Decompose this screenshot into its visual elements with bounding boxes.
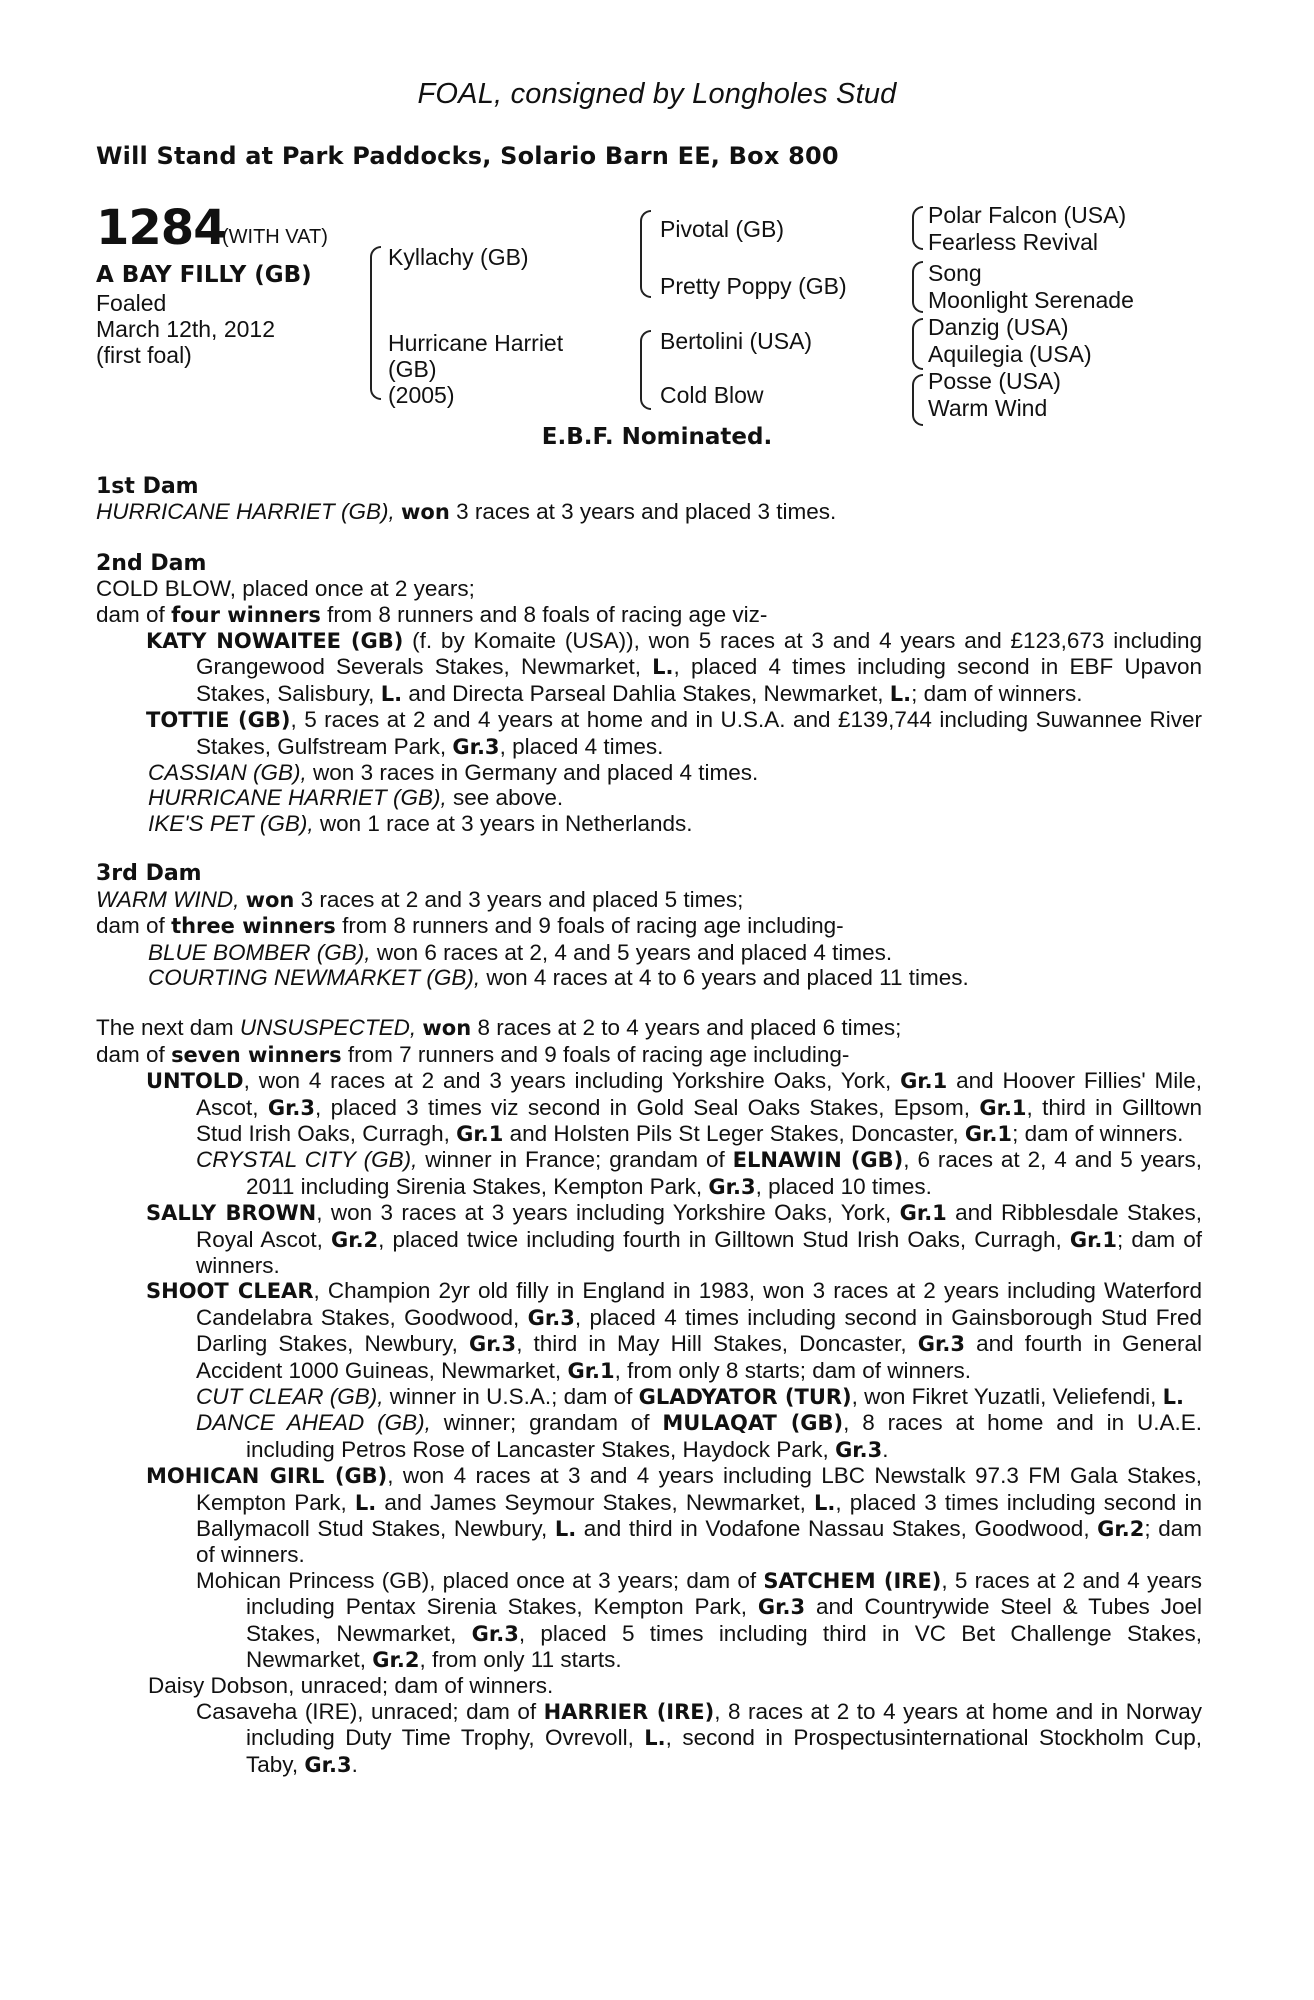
progeny-casaveha <box>96 1699 1202 1778</box>
horse-name: IKE'S PET (GB), <box>148 810 314 836</box>
pedigree-sire-dam: Pretty Poppy (GB) <box>660 273 847 299</box>
brace-g3-2 <box>912 261 923 313</box>
brace-g3-4 <box>912 374 923 426</box>
text-span: ; dam of winners. <box>1012 1120 1184 1146</box>
brace-dam-parents <box>640 330 651 410</box>
third-dam-line1 <box>96 887 1202 913</box>
pedigree-dam-line1: Hurricane Harriet <box>388 330 564 356</box>
text-span: , placed 5 times including third in VC Bet Challenge Stakes, Newmarket, <box>246 1620 1202 1673</box>
text-span: . <box>351 1751 358 1777</box>
pedigree-dam-line2: (GB) <box>388 356 437 382</box>
group-mark: Gr.1 <box>899 1201 947 1226</box>
horse-name: UNTOLD <box>146 1069 244 1094</box>
horse-name: SALLY BROWN <box>146 1201 317 1226</box>
won-label: won <box>245 887 295 912</box>
pedigree-dss: Danzig (USA) <box>928 314 1069 340</box>
listed-mark: L. <box>1162 1385 1185 1409</box>
pedigree-notes <box>96 474 1202 1778</box>
text-span: dam of <box>96 601 165 627</box>
listed-mark: L. <box>644 1726 666 1751</box>
text-span: and third in Vodafone Nassau Stakes, Goodwood, <box>583 1516 1090 1542</box>
horse-name: TOTTIE (GB) <box>146 708 291 733</box>
text-span: won 4 races at 4 to 6 years and placed 11 times. <box>486 964 969 990</box>
text-span: 8 races at 2 to 4 years and placed 6 times; <box>477 1015 902 1041</box>
brace-g3-1 <box>912 206 923 250</box>
text-span: ; dam of winners. <box>196 1516 1202 1568</box>
group-mark: Gr.2 <box>1097 1517 1145 1542</box>
progeny-blue-bomber <box>96 940 1202 965</box>
text-span: and Ribblesdale Stakes, Royal Ascot, <box>196 1200 1202 1252</box>
first-dam-text <box>96 499 1202 525</box>
first-dam-heading: 1st Dam <box>96 474 199 499</box>
listed-mark: L. <box>554 1517 577 1542</box>
lot-number: 1284 <box>96 200 226 256</box>
progeny-mohican-girl <box>96 1463 1202 1568</box>
second-dam-line2 <box>96 602 1202 628</box>
listed-mark: L. <box>380 681 403 706</box>
group-mark: Gr.1 <box>456 1121 504 1146</box>
horse-name: WARM WIND, <box>96 886 240 912</box>
pedigree-ddd: Warm Wind <box>928 395 1048 421</box>
listed-mark: L. <box>652 655 674 680</box>
brace-sire-parents <box>640 210 651 298</box>
text-span: winner; grandam of <box>443 1410 650 1436</box>
progeny-courting <box>96 965 1202 990</box>
text-span: won 3 races in Germany and placed 4 times. <box>313 760 759 786</box>
group-mark: Gr.3 <box>757 1595 806 1620</box>
text-span: , third in Gilltown Stud Irish Oaks, Curragh, <box>196 1094 1202 1146</box>
pedigree-dsd: Aquilegia (USA) <box>928 341 1092 367</box>
horse-name: HARRIER (IRE) <box>543 1699 715 1724</box>
text-span: winner in U.S.A.; dam of <box>389 1384 633 1409</box>
pedigree-sss: Polar Falcon (USA) <box>928 202 1127 228</box>
lot-date: March 12th, 2012 <box>96 316 276 342</box>
progeny-shoot-clear <box>96 1278 1202 1384</box>
group-mark: Gr.1 <box>900 1069 948 1094</box>
lot-vat: (WITH VAT) <box>222 226 328 248</box>
page-title: FOAL, consigned by Longholes Stud <box>417 78 897 110</box>
lot-foaled: Foaled <box>96 290 167 316</box>
text-span: 3 races at 2 and 3 years and placed 5 times; <box>300 886 744 912</box>
progeny-cut-clear <box>96 1384 1202 1410</box>
pedigree-ssd: Fearless Revival <box>928 229 1098 255</box>
text-span: , 6 races at 2, 4 and 5 years, 2011 including Sirenia Stakes, Kempton Park, <box>246 1147 1202 1199</box>
horse-name: CUT CLEAR (GB), <box>196 1384 384 1409</box>
text-span: ; dam of winners. <box>196 1226 1202 1278</box>
second-dam-heading: 2nd Dam <box>96 550 207 576</box>
stand-location: Will Stand at Park Paddocks, Solario Barn EE, Box 800 <box>96 142 839 170</box>
group-mark: Gr.3 <box>452 734 500 759</box>
group-mark: Gr.3 <box>917 1332 965 1357</box>
text-span: , from only 11 starts. <box>419 1647 622 1673</box>
text-span: from 8 runners and 8 foals of racing age viz- <box>327 601 768 627</box>
text-span: , won 4 races at 2 and 3 years including Yorkshire Oaks, York, <box>243 1068 892 1094</box>
pedigree-sire-sire: Pivotal (GB) <box>660 216 784 242</box>
horse-name: UNSUSPECTED, <box>239 1015 417 1041</box>
horse-name: SHOOT CLEAR <box>146 1279 314 1304</box>
text-span: from 7 runners and 9 foals of racing age including- <box>347 1041 850 1067</box>
text-span: , from only 8 starts; dam of winners. <box>614 1357 972 1383</box>
text-span: and fourth in General Accident 1000 Guineas, Newmarket, <box>196 1331 1203 1383</box>
pedigree-dam-line3: (2005) <box>388 382 455 408</box>
horse-name: GLADYATOR (TUR) <box>638 1385 852 1409</box>
listed-mark: L. <box>814 1490 836 1515</box>
third-dam-heading: 3rd Dam <box>96 861 202 887</box>
text-span: , placed 4 times including second in Gainsborough Stud Fred Darling Stakes, Newbury, <box>196 1304 1202 1357</box>
group-mark: Gr.3 <box>267 1095 316 1120</box>
progeny-sally-brown <box>96 1200 1202 1278</box>
group-mark: Gr.1 <box>979 1095 1027 1120</box>
winners-count: seven winners <box>171 1042 342 1067</box>
lot-name: A BAY FILLY (GB) <box>96 262 312 288</box>
progeny-mohican-princess <box>96 1568 1202 1674</box>
group-mark: Gr.2 <box>372 1648 420 1673</box>
horse-name: SATCHEM (IRE) <box>763 1568 942 1593</box>
pedigree-dam-sire: Bertolini (USA) <box>660 328 813 354</box>
text-span: dam of <box>96 913 165 939</box>
text-span: and Holsten Pils St Leger Stakes, Doncaster, <box>509 1120 959 1146</box>
text-span: and Hoover Fillies' Mile, Ascot, <box>196 1068 1202 1120</box>
winners-count: four winners <box>171 602 321 627</box>
group-mark: Gr.2 <box>330 1227 379 1252</box>
text-span: winner in France; grandam of <box>425 1147 725 1173</box>
horse-name: MULAQAT (GB) <box>662 1411 844 1436</box>
group-mark: Gr.3 <box>708 1174 756 1199</box>
text-span: dam of <box>96 1041 165 1067</box>
text-span: , placed 3 times viz second in Gold Seal Oaks Stakes, Epsom, <box>315 1094 971 1120</box>
lot-first-foal: (first foal) <box>96 342 192 368</box>
group-mark: Gr.3 <box>468 1332 517 1357</box>
text-span: from 8 runners and 9 foals of racing age including- <box>342 913 844 939</box>
first-dam-rest: 3 races at 3 years and placed 3 times. <box>456 499 837 525</box>
progeny-ike <box>96 811 1202 836</box>
brace-gen1 <box>370 246 381 400</box>
brace-g3-3 <box>912 318 923 370</box>
text-span: , 5 races at 2 and 4 years including Pentax Sirenia Stakes, Kempton Park, <box>246 1567 1202 1620</box>
group-mark: Gr.3 <box>835 1437 883 1462</box>
progeny-untold <box>96 1068 1202 1147</box>
text-span: , won 4 races at 3 and 4 years including LBC Newstalk 97.3 FM Gala Stakes, Kempton Park, <box>196 1463 1202 1515</box>
progeny-katy <box>96 628 1202 707</box>
horse-name: ELNAWIN (GB) <box>732 1148 904 1173</box>
group-mark: Gr.1 <box>567 1358 615 1383</box>
text-span: won 1 race at 3 years in Netherlands. <box>319 810 693 836</box>
pedigree-sdd: Moonlight Serenade <box>928 287 1134 313</box>
first-dam-name: HURRICANE HARRIET (GB), <box>96 499 395 525</box>
horse-name: DANCE AHEAD (GB), <box>196 1410 431 1436</box>
group-mark: Gr.3 <box>527 1305 575 1330</box>
group-mark: Gr.3 <box>471 1621 519 1646</box>
horse-name: HURRICANE HARRIET (GB), <box>148 785 447 811</box>
horse-name: KATY NOWAITEE (GB) <box>146 629 404 654</box>
text-span: , 5 races at 2 and 4 years at home and in U.S.A. and £139,744 including Suwannee River Stakes, Gulfstream Park, <box>196 707 1202 759</box>
horse-name: MOHICAN GIRL (GB) <box>146 1464 388 1489</box>
progeny-crystal-city <box>96 1147 1202 1200</box>
next-dam-line2 <box>96 1042 1202 1068</box>
group-mark: Gr.3 <box>304 1752 352 1777</box>
text-span: , third in May Hill Stakes, Doncaster, <box>516 1331 907 1357</box>
text-span: and James Seymour Stakes, Newmarket, <box>384 1489 806 1515</box>
progeny-daisy-dobson: Daisy Dobson, unraced; dam of winners. <box>148 1673 554 1699</box>
ebf-nominated: E.B.F. Nominated. <box>541 424 773 450</box>
text-span: and Countrywide Steel & Tubes Joel Stakes, Newmarket, <box>246 1594 1202 1646</box>
text-span: , won Fikret Yuzatli, Veliefendi, <box>851 1384 1157 1409</box>
text-span: , placed 10 times. <box>755 1173 932 1199</box>
text-span: , placed 4 times including second in EBF Upavon Stakes, Salisbury, <box>196 654 1202 706</box>
text-span: , Champion 2yr old filly in England in 1983, won 3 races at 2 years including Waterford Candelabra Stakes, Goodwood, <box>196 1278 1202 1330</box>
text-span: Mohican Princess (GB), placed once at 3 years; dam of <box>196 1567 757 1593</box>
progeny-hurricane <box>96 785 1202 810</box>
listed-mark: L. <box>354 1490 377 1515</box>
progeny-cassian <box>96 760 1202 785</box>
horse-name: CRYSTAL CITY (GB), <box>196 1147 418 1173</box>
progeny-dance-ahead <box>96 1410 1202 1463</box>
horse-name: BLUE BOMBER (GB), <box>148 939 371 965</box>
text-span: Casaveha (IRE), unraced; dam of <box>196 1698 537 1724</box>
winners-count: three winners <box>171 914 336 939</box>
won-label: won <box>422 1016 472 1041</box>
pedigree-dam-dam: Cold Blow <box>660 382 764 408</box>
text-span: , placed 3 times including second in Ballymacoll Stud Stakes, Newbury, <box>196 1489 1202 1542</box>
second-dam-line1: COLD BLOW, placed once at 2 years; <box>96 576 475 602</box>
third-dam-line2 <box>96 913 1202 939</box>
text-span: , placed 4 times. <box>499 733 664 759</box>
pedigree-sire: Kyllachy (GB) <box>388 244 529 270</box>
horse-name: COURTING NEWMARKET (GB), <box>148 964 481 990</box>
text-span: , second in Prospectusinternational Stockholm Cup, Taby, <box>246 1725 1202 1777</box>
text-span: The next dam <box>96 1015 234 1041</box>
group-mark: Gr.1 <box>1069 1227 1118 1252</box>
text-span: won 6 races at 2, 4 and 5 years and placed 4 times. <box>376 939 893 965</box>
text-span: , 8 races at 2 to 4 years at home and in Norway including Duty Time Trophy, Ovrevoll, <box>246 1698 1202 1751</box>
pedigree-dds: Posse (USA) <box>928 368 1061 394</box>
text-span: ; dam of winners. <box>911 680 1083 706</box>
listed-mark: L. <box>889 681 912 706</box>
text-span: , won 3 races at 3 years including Yorkshire Oaks, York, <box>316 1200 892 1226</box>
progeny-tottie <box>96 707 1202 760</box>
text-span: , placed twice including fourth in Gilltown Stud Irish Oaks, Curragh, <box>378 1226 1062 1252</box>
text-span: , 8 races at home and in U.A.E. including Petros Rose of Lancaster Stakes, Haydock Park, <box>246 1410 1202 1462</box>
text-span: (f. by Komaite (USA)), won 5 races at 3 and 4 years and £123,673 including Grangewood Severals Stakes, Newmarket, <box>196 628 1203 680</box>
next-dam-line1 <box>96 1015 1202 1041</box>
horse-name: CASSIAN (GB), <box>148 760 307 786</box>
text-span: and Directa Parseal Dahlia Stakes, Newmarket, <box>408 680 884 706</box>
group-mark: Gr.1 <box>964 1121 1013 1146</box>
text-span: . <box>882 1436 889 1462</box>
first-dam-won: won <box>401 500 450 525</box>
pedigree-sds: Song <box>928 260 982 286</box>
text-span: see above. <box>453 785 564 811</box>
